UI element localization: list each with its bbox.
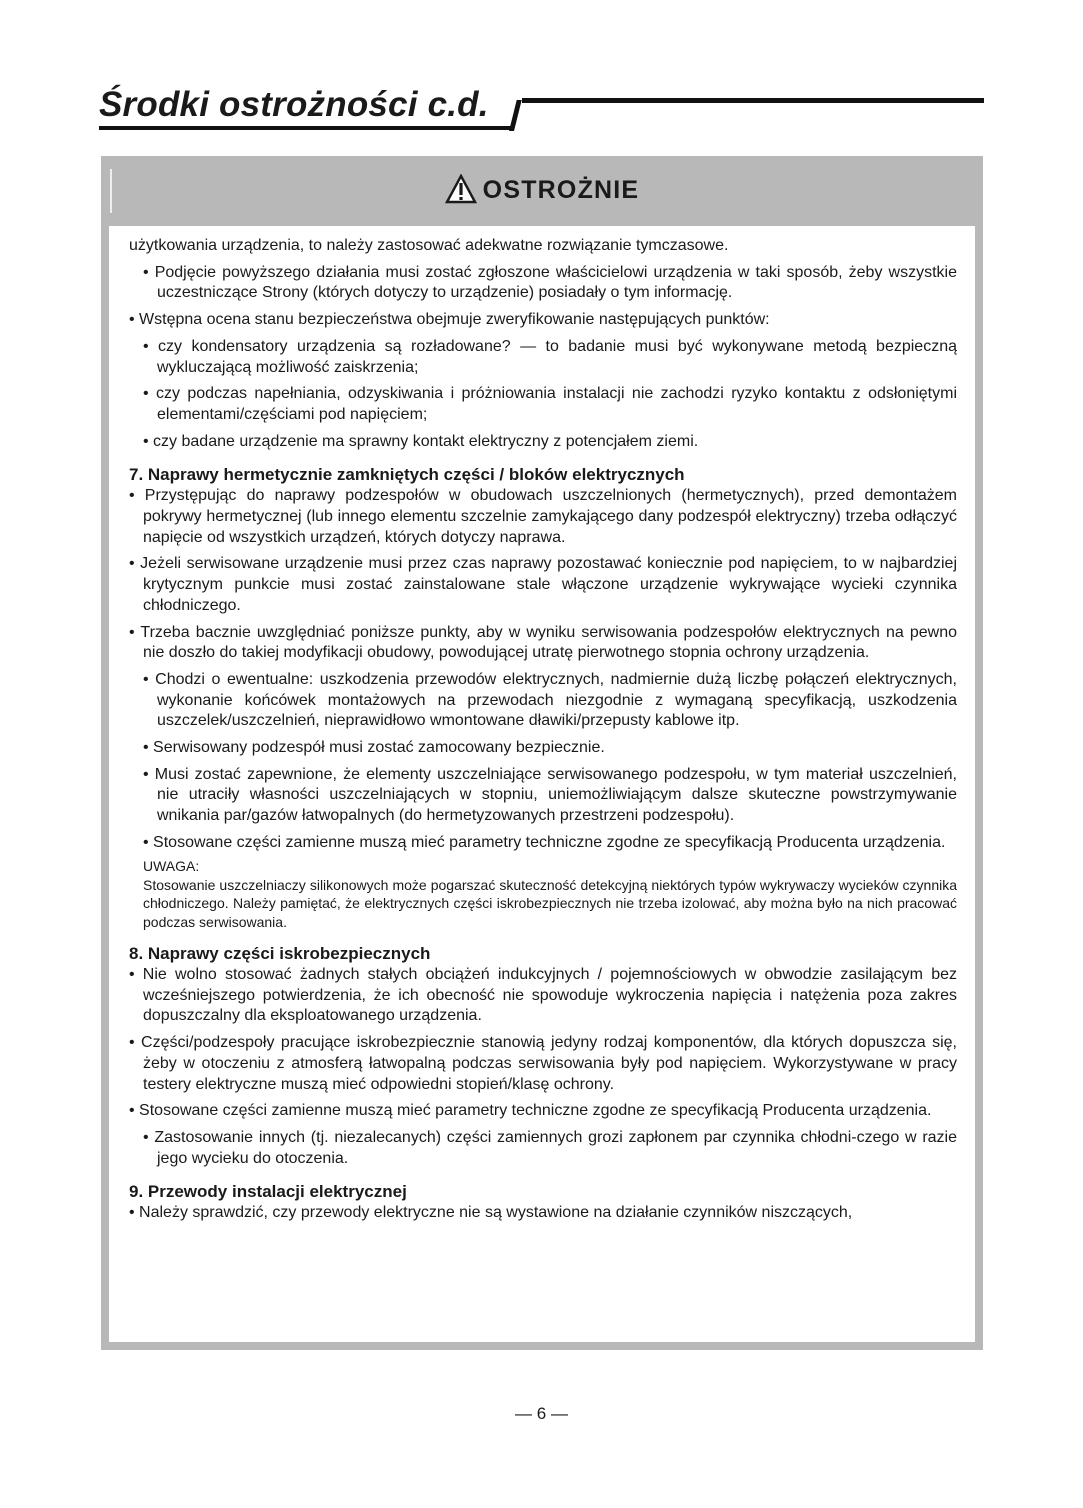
list-item: • Serwisowany podzespół musi zostać zamocowany bezpiecznie. xyxy=(143,739,605,757)
list-item: • czy badane urządzenie ma sprawny kontakt elektryczny z potencjałem ziemi. xyxy=(143,432,699,450)
list-item: • Zastosowanie innych (tj. niezalecanych) części zamiennych grozi zapłonem par czynnika chłodni-czego w razie jego wycieku do otoczenia. xyxy=(143,1129,957,1167)
page-number: — 6 — xyxy=(515,1404,568,1423)
list-item: • Przystępując do naprawy podzespołów w obudowach uszczelnionych (hermetycznych), przed demontażem pokrywy hermetycznej (lub innego elementu szczelnie zamykającego dany podzespół elektryczny) trzeba odłączyć napięcie od wszystkich urządzeń, których dotyczy naprawa. xyxy=(129,487,957,546)
section-heading-9: 9. Przewody instalacji elektrycznej xyxy=(129,1182,407,1202)
page-title: Środki ostrożności c.d. xyxy=(99,85,489,124)
list-item: • Podjęcie powyższego działania musi zostać zgłoszone właścicielowi urządzenia w taki sposób, żeby wszystkie uczestniczące Strony (których dotyczy to urządzenie) posiadały o tym informację. xyxy=(143,263,957,302)
list-item: • Jeżeli serwisowane urządzenie musi przez czas naprawy pozostawać koniecznie pod napięciem, to w najbardziej krytycznym punkcie musi zostać zainstalowane stale włączone urządzenie wykrywające wycieki czynnika chłodniczego. xyxy=(129,555,957,614)
title-rule-connector xyxy=(509,100,522,131)
list-item: • Stosowane części zamienne muszą mieć parametry techniczne zgodne ze specyfikacją Producenta urządzenia. xyxy=(129,1102,932,1120)
note-text: Stosowanie uszczelniaczy silikonowych może pogarszać skuteczność detekcyjną niektórych typów wykrywaczy wycieków czynnika chłodniczego. Należy pamiętać, że elektrycznych części iskrobezpiecznych nie trzeba izolować, aby można było na nich pracować podczas serwisowania. xyxy=(143,876,957,930)
title-underline xyxy=(99,126,512,130)
section-heading-8: 8. Naprawy części iskrobezpiecznych xyxy=(129,944,431,964)
caution-content xyxy=(109,226,975,1342)
list-item: • Trzeba bacznie uwzględniać poniższe punkty, aby w wyniku serwisowania podzespołów elektrycznych na pewno nie doszło do takiej modyfikacji obudowy, powodującej utratę pierwotnego stopnia ochrony urządzenia. xyxy=(129,623,957,662)
list-item: • czy kondensatory urządzenia są rozładowane? — to badanie musi być wykonywane metodą bezpieczną wykluczającą możliwość zaiskrzenia; xyxy=(143,337,957,376)
caution-heading xyxy=(101,174,983,205)
paragraph: użytkowania urządzenia, to należy zastosować adekwatne rozwiązanie tymczasowe. xyxy=(129,237,729,254)
caution-box xyxy=(101,156,983,1350)
list-item: • Stosowane części zamienne muszą mieć parametry techniczne zgodne ze specyfikacją Producenta urządzenia. xyxy=(143,833,946,851)
list-item: • Należy sprawdzić, czy przewody elektryczne nie są wystawione na działanie czynników niszczących, xyxy=(129,1204,853,1222)
list-item: • Wstępna ocena stanu bezpieczeństwa obejmuje zweryfikowanie następujących punktów: xyxy=(129,311,770,329)
list-item: • Musi zostać zapewnione, że elementy uszczelniające serwisowanego podzespołu, w tym materiał uszczelnień, nie utraciły własności uszczelniających w stopniu, uniemożliwiającym dalsze skuteczne powstrzymywanie wnikania par/gazów łatwopalnych (do hermetyzowanych przestrzeni podzespołu). xyxy=(143,765,957,825)
section-heading-7: 7. Naprawy hermetycznie zamkniętych części / bloków elektrycznych xyxy=(129,465,685,485)
list-item: • Chodzi o ewentualne: uszkodzenia przewodów elektrycznych, nadmiernie dużą liczbę połączeń elektrycznych, wykonanie końcówek montażowych na przewodach niezgodnie z wymaganą specyfikacją, uszkodzenia uszczelek/uszczelnień, nieprawidłowo wmontowane dławiki/przepusty kablowe itp. xyxy=(143,670,957,730)
note-label: UWAGA: xyxy=(143,857,200,874)
caution-heading-text: OSTROŻNIE xyxy=(482,176,640,204)
warning-triangle-icon xyxy=(445,176,483,204)
list-item: • czy podczas napełniania, odzyskiwania i próżniowania instalacji nie zachodzi ryzyko kontaktu z odsłoniętymi elementami/częściami pod napięciem; xyxy=(143,385,957,423)
title-rule-extension xyxy=(522,98,984,103)
list-item: • Części/podzespoły pracujące iskrobezpiecznie stanowią jedyny rodzaj komponentów, dla których dopuszcza się, żeby w otoczeniu z atmosferą łatwopalną podczas serwisowania były pod napięciem. Wykorzystywane w pracy testery elektryczne muszą mieć odpowiedni stopień/klasę ochrony. xyxy=(129,1034,957,1093)
list-item: • Nie wolno stosować żadnych stałych obciążeń indukcyjnych / pojemnościowych w obwodzie zasilającym bez wcześniejszego potwierdzenia, że ich obecność nie spowoduje wykroczenia napięcia i natężenia poza zakres dopuszczalny dla eksploatowanego urządzenia. xyxy=(129,966,957,1025)
caution-header xyxy=(101,156,983,226)
